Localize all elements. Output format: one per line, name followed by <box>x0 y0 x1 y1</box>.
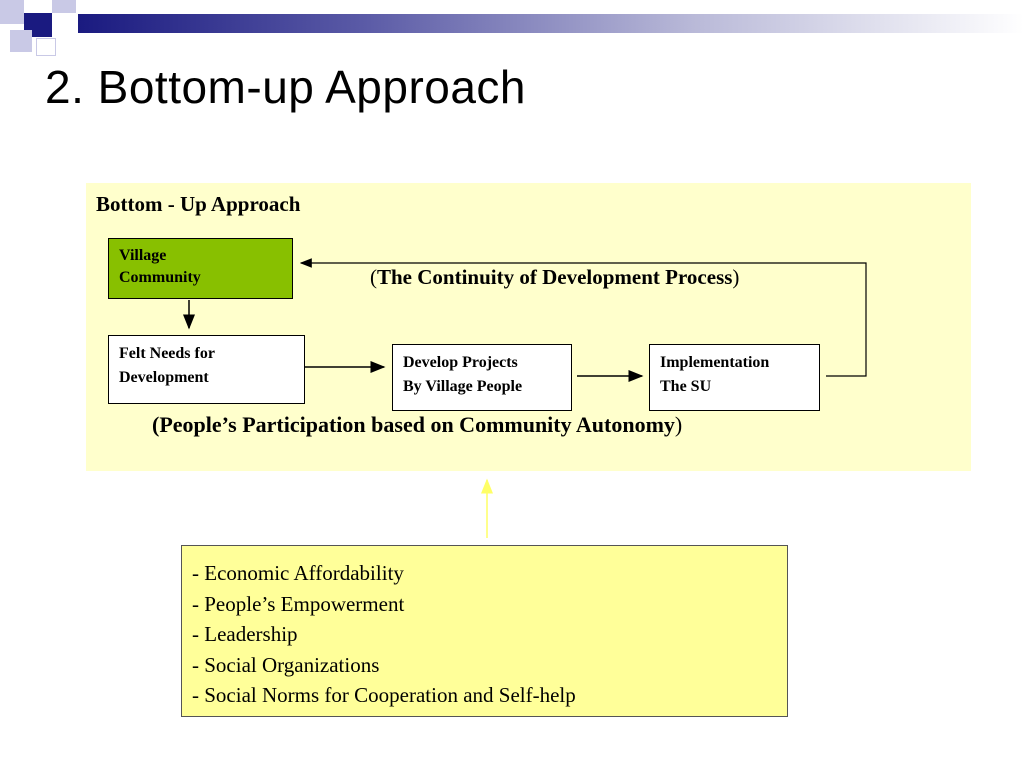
caption-text: The Continuity of Development Process <box>377 265 733 289</box>
diagram-heading: Bottom - Up Approach <box>96 192 301 216</box>
node-felt-needs <box>108 335 305 404</box>
decor-square <box>10 30 32 52</box>
node-label: Development <box>119 369 209 386</box>
caption-paren-open: ( <box>370 265 377 289</box>
factor-item: - Leadership <box>192 622 298 646</box>
node-label: Develop Projects <box>403 354 518 371</box>
participation-caption <box>152 412 682 438</box>
factor-item: - People’s Empowerment <box>192 591 405 616</box>
node-label: Felt Needs for <box>119 345 215 362</box>
factor-item: - Economic Affordability <box>192 561 404 585</box>
factor-item: - Social Organizations <box>192 652 380 677</box>
decor-square <box>36 38 56 56</box>
caption-paren-open: ( <box>152 412 160 437</box>
factors-box <box>181 545 788 717</box>
node-develop-projects <box>392 344 572 411</box>
factor-item: - Social Norms for Cooperation and Self-help <box>192 683 576 707</box>
slide-title: 2. Bottom-up Approach <box>45 61 527 113</box>
decor-square <box>52 0 76 13</box>
decor-square <box>0 0 24 24</box>
caption-paren-close: ) <box>674 412 683 437</box>
node-label: By Village People <box>403 378 523 395</box>
node-label: Village <box>119 247 167 264</box>
continuity-caption <box>370 265 739 290</box>
header-gradient-band <box>78 14 1024 33</box>
caption-paren-close: ) <box>732 265 740 289</box>
node-label: The SU <box>660 378 712 395</box>
node-label: Community <box>119 269 201 286</box>
node-implementation <box>649 344 820 411</box>
node-village-community <box>108 238 293 299</box>
node-label: Implementation <box>660 354 770 371</box>
caption-text: People’s Participation based on Community Autonomy <box>159 412 675 437</box>
